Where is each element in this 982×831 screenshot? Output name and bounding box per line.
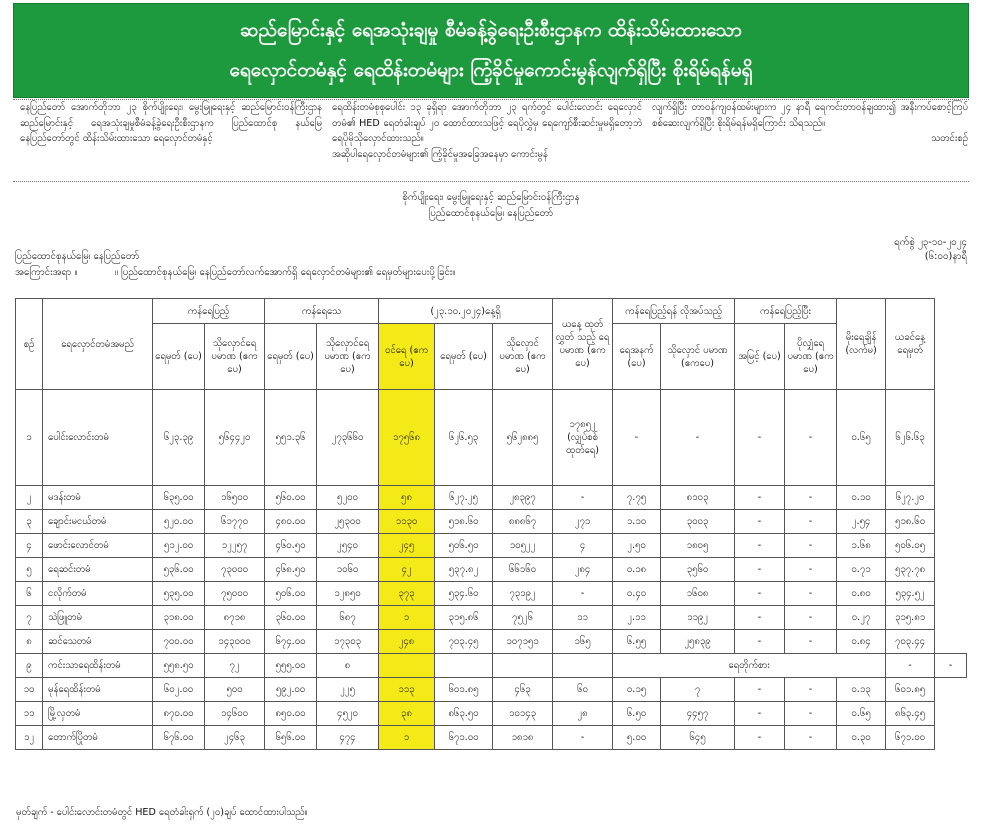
table-cell: - [735,486,785,510]
table-cell: ၄၄၅၇ [661,702,735,726]
table-cell: ၂၄၈ [379,630,435,654]
table-cell: ၇ [16,606,43,630]
table-cell: ၅၈ [379,486,435,510]
table-cell: - [785,630,837,654]
report-time: (၆:၀၀)နာရီ [924,251,967,262]
table-cell: ၂၄၆၃ [205,726,265,750]
table-cell [493,654,553,678]
table-cell: ၁၆၅၀၀ [205,486,265,510]
table-footnote: မှတ်ချက် - ပေါင်းလောင်းတမံတွင် HED ရေတံခါးရှက် (၂၀)ချပ် ထောင်ထားပါသည်။ [16,807,308,818]
table-cell: ၅၂၀၀ [317,486,379,510]
table-cell: ၄ [16,534,43,558]
table-cell: ၈၁၀၃ [661,486,735,510]
header-rain: မိုးရေချိန် (လက်မ) [837,299,886,390]
table-cell: - [613,390,661,486]
table-cell: ၈၅၀.၀၀ [265,702,317,726]
table-cell: ၀.၈၀ [837,582,886,606]
middle-divider [13,181,969,182]
table-cell: ၁၄၃၀၀၀ [205,630,265,654]
header-yday: ယနေ့ ထုတ်လွှတ် သည့် ရေပမာဏ (ဧကပေ) [553,299,613,390]
table-cell: ၃၆၀.၀၀ [265,606,317,630]
table-cell: ၁၁၃ [379,678,435,702]
table-cell: - [935,654,967,678]
table-cell: ၆၄၅ [661,726,735,750]
subheader-need-volume: သိုလှောင် ပမာဏ (ဧကပေ) [661,324,735,390]
subheader-store: သိုလှောင်ရေ ပမာဏ (ဧကပေ) [317,324,379,390]
table-cell: ၂.၅၄ [837,510,886,534]
reservoir-name-cell: ချောင်းမငယ်တမံ [43,510,153,534]
reservoir-name-cell: ကင်းသာရေထိန်းတမံ [43,654,153,678]
table-cell: ၇၀၃.၄၅ [435,630,493,654]
table-cell: ၆၀၂.၀၀ [153,678,205,702]
table-cell: ၇၃၁၉၂ [493,582,553,606]
table-cell: ၅၅၈.၅၀ [153,654,205,678]
table-cell: - [886,654,935,678]
table-cell: ၂၈၄ [553,558,613,582]
table-cell: ၁၇၃၀၃ [317,630,379,654]
table-cell: ၄၇၄ [317,726,379,750]
table-cell: ၀.၈၄ [837,630,886,654]
table-cell: ၈၈၈၆၇ [493,510,553,534]
table-cell: ၅၁၈.၆၀ [435,510,493,534]
table-row [16,654,967,678]
table-cell: - [553,726,613,750]
table-cell: ၆၀၁.၈၅ [886,678,935,702]
table-cell: ၈ [16,630,43,654]
table-cell: ၆၂၆.၆၃ [886,390,935,486]
reservoir-name-cell: ပေါင်းလောင်းတမံ [43,390,153,486]
headline-line-1: ဆည်မြောင်းနှင့် ရေအသုံးချမှု စီမံခန့်ခွဲရေးဦးစီးဌာနက ထိန်းသိမ်းထားသော [240,19,742,41]
table-cell: ၁၂ [16,726,43,750]
table-cell: ၃၁၈.၀၀ [153,606,205,630]
table-cell: ၅၆၄၄၂၀ [205,390,265,486]
table-cell: ၆၀ [553,678,613,702]
table-cell: ၅၃၄.၅၂ [886,582,935,606]
table-cell: ၁၈၁၈ [493,726,553,750]
table-cell: - [735,390,785,486]
table-cell: - [735,702,785,726]
header-over: ကန်ရေပြည့်ပြီး [735,299,837,324]
table-cell: ၄၂ [379,558,435,582]
table-cell: ၂၈၃၉၇ [493,486,553,510]
table-cell: ၀.၇၁ [837,558,886,582]
table-cell: - [553,582,613,606]
table-row [16,510,967,534]
reservoir-table [15,298,967,750]
table-cell: ၅.၀၀ [613,726,661,750]
table-cell: ၃၀၀၃ [661,510,735,534]
table-cell: ၄၆၈.၅၀ [265,558,317,582]
table-cell: ၁၆၀၈ [661,582,735,606]
table-cell: ၅၉၂.၀၀ [265,678,317,702]
table-cell: ၆၂၃.၃၉ [153,390,205,486]
table-cell: ၆၂၇.၂၅ [435,486,493,510]
table-cell: ၃၁၅.၈၁ [886,606,935,630]
table-cell: ၁၄၆၀၀ [205,702,265,726]
table-cell: ၂၇၃၆၆၀ [317,390,379,486]
table-cell: ၈ [317,654,379,678]
table-cell: ၀.၁၅ [613,678,661,702]
table-row [16,630,967,654]
table-cell: - [785,582,837,606]
subheader-level: ရေမှတ် (ပေ) [153,324,205,390]
table-cell: - [735,558,785,582]
table-cell: ၂ [16,486,43,510]
table-cell: ၁၆၅ [553,630,613,654]
table-cell: ၃၇၃ [379,582,435,606]
article-text: နေပြည်တော် အောက်တိုဘာ ၂၃ စိုက်ပျိုးရေး၊ မွေးမြူရေးနှင့် ဆည်မြောင်းဝန်ကြီးဌာန ဆည်မြောင်းနှင့် ရေအသုံးချမှုစီမံခန့်ခွဲရေးဦးစီးဌာနက ပြည်ထောင်စု နယ်မြေ နေပြည်တော်တွင် ထိန်းသိမ်းထားသော ရေလှောင်တမံနှင့် [20,102,322,144]
table-body [16,390,967,750]
table-cell: ၆၈၇ [317,606,379,630]
article-text: အဆိုပါရေလှောင်တမံများ၏ ကြံ့ခိုင်မှုအခြေအနေမှာ ကောင်းမွန် [332,148,548,160]
table-cell: ၃၁၅.၈၆ [435,606,493,630]
table-cell: ၆၇၁.၀၀ [435,726,493,750]
table-row [16,558,967,582]
table-cell: - [735,510,785,534]
table-cell: ၁၀ [16,678,43,702]
table-cell: - [785,558,837,582]
table-cell: ၁ [379,726,435,750]
table-cell: - [785,606,837,630]
table-cell: ၂၅၈၃၉ [661,630,735,654]
table-cell: ၁၁ [553,606,613,630]
table-cell [435,654,493,678]
table-cell: ၂၇၁ [553,510,613,534]
header-name: ရေလှောင်တမံအမည် [43,299,153,390]
table-cell: ၄၆၀.၅၀ [265,534,317,558]
table-cell: ၁၀၆၀ [317,558,379,582]
table-cell: ၄၅၂၀ [317,702,379,726]
table-cell: - [785,510,837,534]
subheader-need-depth: ရေအနက် (ပေ) [613,324,661,390]
table-cell: ၂.၅၀ [613,534,661,558]
table-cell: ၅၁၈.၆၀ [886,510,935,534]
header-prev: ယခင်နေ့ ရေမှတ် [886,299,935,390]
reservoir-name-cell: ငလိုက်တမံ [43,582,153,606]
table-cell: ၀.၆၅ [837,702,886,726]
table-cell: ၆ [16,582,43,606]
subheader-store: သိုလှောင် ပမာဏ (ဧကပေ) [493,324,553,390]
table-cell: ၆၅၆.၀၀ [265,726,317,750]
table-cell: ၅၅၁.၃၆ [265,390,317,486]
table-cell: ၂.၁၁ [613,606,661,630]
reservoir-name-cell: ဖောင်းလောင်တမံ [43,534,153,558]
report-place: ပြည်ထောင်စုနယ်မြေ၊ နေပြည်တော် [15,251,140,262]
table-cell: ၈၆၃.၄၅ [886,702,935,726]
table-cell: ၅၃၇.၇၈ [886,558,935,582]
table-cell: - [735,582,785,606]
table-cell: ၅၃၇.၈၂ [435,558,493,582]
table-cell: ၁၁ [16,702,43,726]
subheader-over-height: အမြင့် (ပေ) [735,324,785,390]
table-row [16,678,967,702]
article-column-2 [332,100,642,162]
table-cell: ၀.၂၇ [837,606,886,630]
table-row [16,726,967,750]
table-cell: ၁၇၅၆၈ [379,390,435,486]
table-cell: ၃၈ [379,702,435,726]
table-cell: ၇၅၂၆ [493,606,553,630]
table-cell: - [553,486,613,510]
table-cell: ၆၁၇၇၀ [205,510,265,534]
subheader-level: ရေမှတ် (ပေ) [435,324,493,390]
table-cell: ၇၂ [205,654,265,678]
table-cell: - [785,726,837,750]
table-cell: ၆၂၇.၂၀ [886,486,935,510]
ministry-location: ပြည်ထောင်စုနယ်မြေ၊ နေပြည်တော် [428,208,554,219]
table-cell: ၈၇၀.၀၀ [153,702,205,726]
header-row-sub [16,324,967,390]
reservoir-name-cell: ရေဆင်းတမံ [43,558,153,582]
table-cell: - [785,390,837,486]
header-date: (၂၃.၁၀.၂၀၂၄)နေ့ရှိ [379,299,553,324]
table-row [16,606,967,630]
table-cell: ၁၀၅၂၂ [493,534,553,558]
table-cell: ၁၁၉၂ [661,606,735,630]
table-cell: ၁ [16,390,43,486]
table-cell: ၁၀၁၄၃ [493,702,553,726]
table-cell: ၉ [16,654,43,678]
table-row [16,486,967,510]
subject-text: ။ ပြည်ထောင်စုနယ်မြေ၊ နေပြည်တော်လက်အောက်ရှိ ရေလှောင်တမံများ၏ ရေမှတ်များပေးပို့ခြင်း။ [115,267,456,278]
reservoir-name-cell: ဆင်သေတမံ [43,630,153,654]
table-cell: ၁၂၂၅၇ [205,534,265,558]
table-cell: ၆၇၄.၀၀ [265,630,317,654]
table-cell: ၆၀၁.၈၅ [435,678,493,702]
header-row-top [16,299,967,324]
table-row [16,534,967,558]
table-cell: ၀.၁၀ [837,486,886,510]
ministry-name: စိုက်ပျိုးရေး၊ မွေးမြူရေးနှင့် ဆည်မြောင်းဝန်ကြီးဌာန [402,192,580,203]
subject-label: အကြောင်းအရာ ။ [15,267,78,278]
table-cell: ၀.၁၃ [837,678,886,702]
table-cell: ၀.၃၀ [837,726,886,750]
table-cell [379,654,435,678]
table-cell: - [785,678,837,702]
table-cell: ၆.၅၅ [613,630,661,654]
table-cell: ၁၁၃၀ [379,510,435,534]
reservoir-name-cell: မုန်ရေထိန်းတမံ [43,678,153,702]
table-cell: ၅ [16,558,43,582]
table-cell: ၄၆၃ [493,678,553,702]
table-cell: - [735,678,785,702]
table-cell: ၆၇၁.၀၀ [886,726,935,750]
table-cell: ၁၂၈၅၀ [317,582,379,606]
table-cell: ၂၅၃၀၀ [317,510,379,534]
table-cell: ၈၆၃.၅၀ [435,702,493,726]
table-cell: ၅၂၀.၀၀ [153,510,205,534]
table-cell: ၄၈၀.၀၀ [265,510,317,534]
table-cell: ၁၀၇၁၅၁ [493,630,553,654]
table-cell: ၅၀၀ [205,678,265,702]
reservoir-name-cell: မဒန်းတမံ [43,486,153,510]
table-cell: ၁.၆၈ [837,534,886,558]
table-cell: ၂၅၄၀ [317,534,379,558]
table-cell: ၇၃၀၀၀ [205,558,265,582]
table-row [16,582,967,606]
table-cell: ၅၆၂၈၈၅ [493,390,553,486]
table-cell: ၅၀၆.၀၅ [886,534,935,558]
table-cell: ၆.၅၀ [613,702,661,726]
table-cell: ၈၇၁၈ [205,606,265,630]
table-cell: - [735,726,785,750]
table-cell: ၅၃၄.၆၀ [435,582,493,606]
table-row [16,390,967,486]
article-text: ရေထိန်းတမံစုစုပေါင်း ၁၃ ခုရှိရာ အောက်တိုဘာ ၂၃ ရက်တွင် ပေါင်းလောင်း ရေလှောင်တမံ၏ HED ရေတံခါးချပ် ၂၀ ထောင်ထားသဖြင့် ရေပိုလွှဲမှ ရေကျော်စီးဆင်းမှုမရှိတော့ဘဲ ရေပိုမိုသိုလှောင်ထားသည်။ [332,102,642,144]
headline-banner [13,3,969,98]
table-cell: - [661,390,735,486]
reservoir-name-cell: သဲဖြူတမံ [43,606,153,630]
table-cell: ၇ [661,678,735,702]
report-date: ရက်စွဲ ၂၃-၁၀-၂၀၂၄ [894,237,967,248]
article-column-1 [20,100,322,147]
table-row [16,702,967,726]
table-cell: ၇၀၀.၀၀ [153,630,205,654]
table-cell: - [735,606,785,630]
table-cell: ၅၀၆.၀၀ [265,582,317,606]
subheader-inflow: ဝင်ရေ (ဧကပေ) [379,324,435,390]
table-cell: - [785,702,837,726]
table-cell: ၆၇၆.၀၀ [153,726,205,750]
table-cell: ရေတိုက်စား [613,654,886,678]
table-cell: - [785,486,837,510]
table-cell: ၅၀၆.၅၀ [435,534,493,558]
table-cell: ၁.၁၀ [613,510,661,534]
subheader-level: ရေမှတ် (ပေ) [265,324,317,390]
subheader-store: သိုလှောင်ရေ ပမာဏ (ဧကပေ) [205,324,265,390]
table-cell: ၃၅၆၀ [661,558,735,582]
table-cell: - [785,534,837,558]
table-cell: - [735,630,785,654]
reservoir-name-cell: မြို့လှတမံ [43,702,153,726]
table-cell: ၇၅၀၀၀ [205,582,265,606]
table-cell [553,654,613,678]
table-cell: ၇.၇၅ [613,486,661,510]
table-cell: ၅၅၅.၀၀ [265,654,317,678]
table-cell: ၄ [553,534,613,558]
table-cell: ၃ [16,510,43,534]
article-column-3 [652,100,968,147]
header-full: ကန်ရေပြည့် [153,299,265,324]
reservoir-name-cell: တောက်ပြိုတမံ [43,726,153,750]
table-cell: ၁၈၀၅ [661,534,735,558]
table-cell: ၀.၁၈ [613,558,661,582]
table-cell: ၅၃၅.၀၀ [153,582,205,606]
headline-line-2: ရေလှောင်တမံနှင့် ရေထိန်းတမံများ ကြံ့ခိုင်မှုကောင်းမွန်လျက်ရှိပြီး စိုးရိမ်ရန်မရှိ [229,59,753,81]
table-cell: - [735,534,785,558]
article-signature: သတင်းစဉ် [930,133,968,144]
header-needed: ကန်ရေပြည့်ရန် လိုအပ်သည့် [613,299,735,324]
header-no: စဉ် [16,299,43,390]
table-cell: ၅၆၀.၀၀ [265,486,317,510]
table-cell: ၀.၄၀ [613,582,661,606]
table-cell: ၆၃၅.၀၀ [153,486,205,510]
table-cell: ၅၁၂.၀၀ [153,534,205,558]
table-cell: ၆၂၆.၅၃ [435,390,493,486]
table-cell: ၆၆၁၆၀ [493,558,553,582]
header-dead: ကန်ရေသေ [265,299,379,324]
subheader-over-volume: ပိုလျှံရေ ပမာဏ (ဧကပေ) [785,324,837,390]
table-cell: ၇၀၃.၄၄ [886,630,935,654]
table-cell: ၁၇၈၅၂ (လျှပ်စစ် ထုတ်ရေ) [553,390,613,486]
table-cell: ၂၈ [553,702,613,726]
table-cell: ၂၂၅ [317,678,379,702]
article-text: လျက်ရှိပြီး တာဝန်ကျဝန်ထမ်းများက ၂၄ နာရီ ရေကင်းတာဝန်ချထား၍ အနီးကပ်စောင့်ကြပ်စစ်ဆေးလျက်ရှိပြီး စိုးရိမ်ရန်မရှိကြောင်း သိရသည်။ [652,102,968,129]
table-cell: ၅၃၆.၀၀ [153,558,205,582]
table-cell: ၂၄၅ [379,534,435,558]
table-cell: ၀.၆၅ [837,390,886,486]
table-cell: ၁ [379,606,435,630]
